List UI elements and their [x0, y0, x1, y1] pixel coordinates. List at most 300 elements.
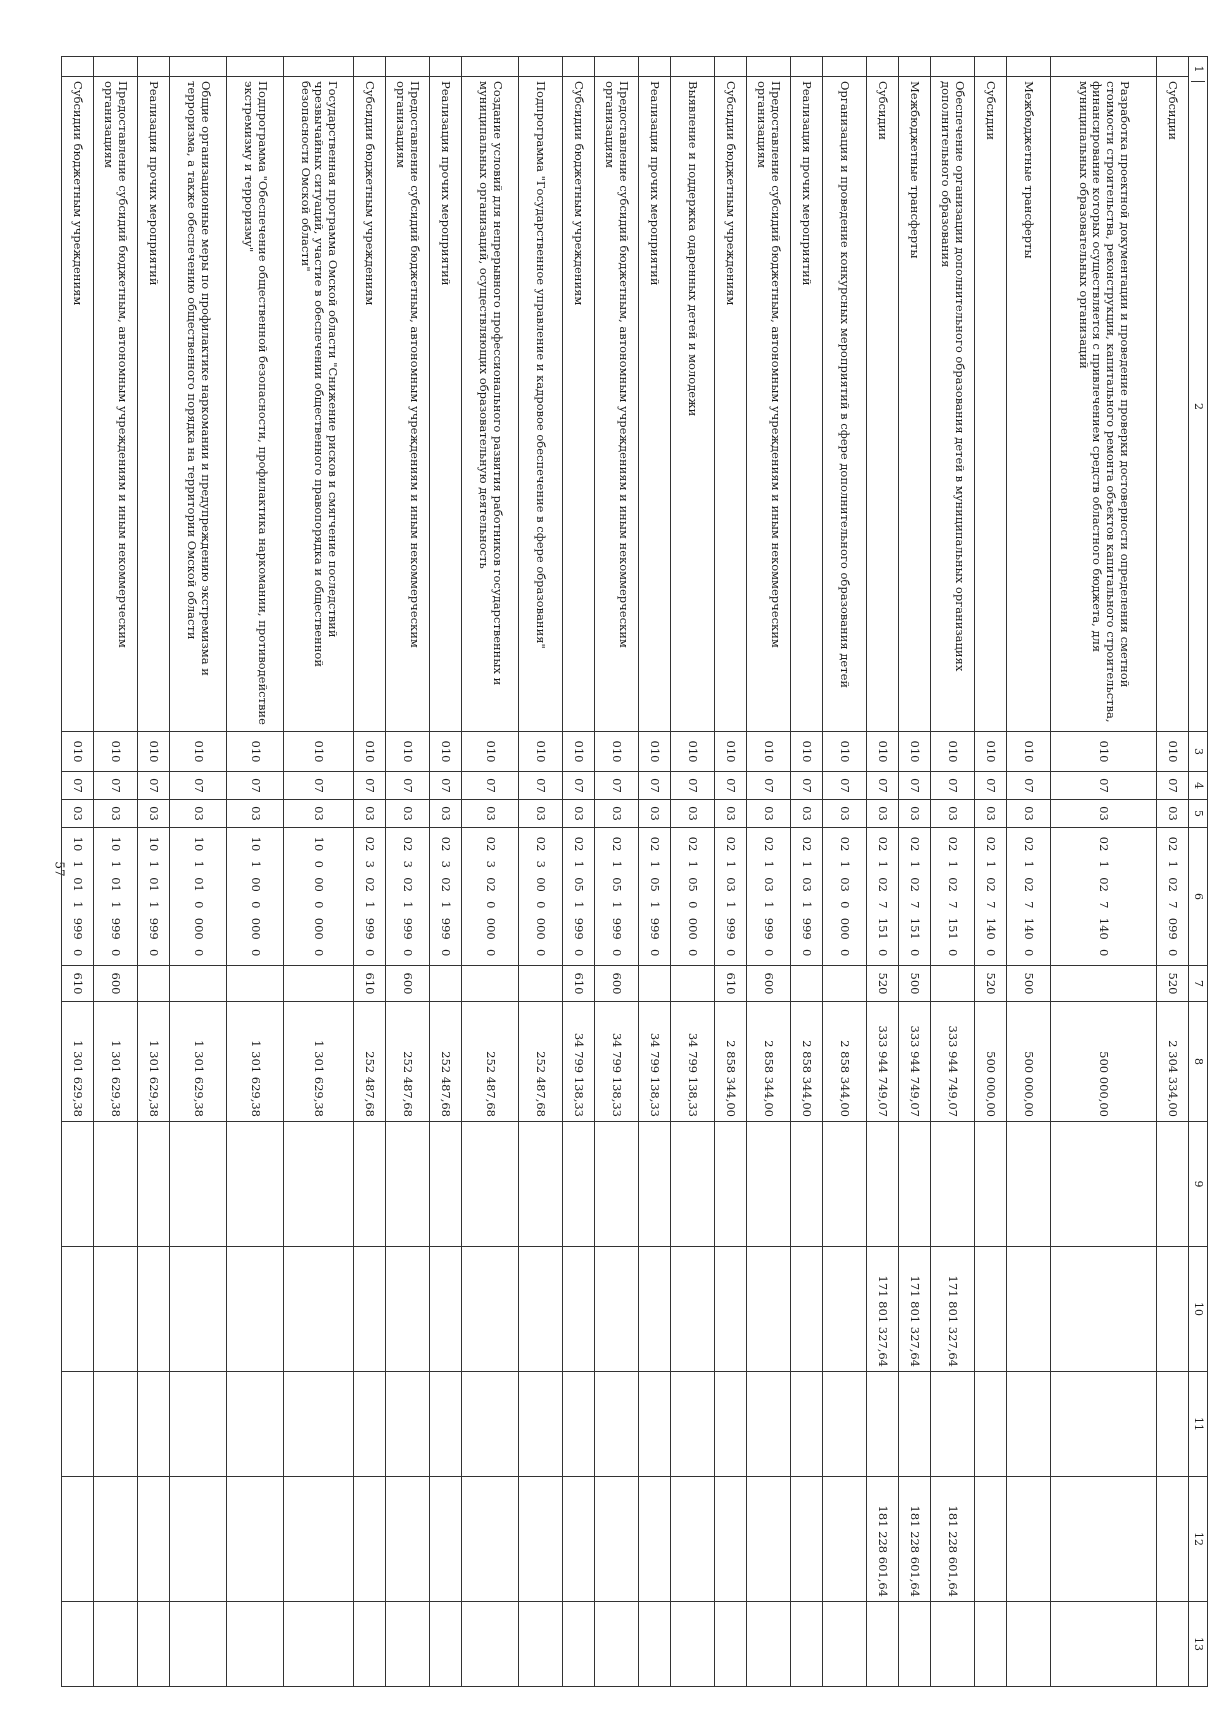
cell-c9 [867, 1122, 899, 1247]
cell-c12 [354, 1477, 386, 1602]
cell-c9 [1157, 1122, 1189, 1247]
cell-c5: 03 [430, 800, 462, 828]
cell-c5: 03 [62, 800, 94, 828]
code-part: 099 [1166, 917, 1181, 940]
cell-c11 [1007, 1372, 1051, 1477]
cell-c10 [1051, 1247, 1157, 1372]
col-header-8: 8 [1189, 1002, 1208, 1122]
cell-c7: 500 [1007, 966, 1051, 1002]
code-part: 0 [686, 949, 701, 957]
cell-c9 [1007, 1122, 1051, 1247]
code-part: 0 [147, 949, 162, 957]
code-part: 02 [946, 877, 961, 892]
cell-col1 [519, 57, 563, 77]
cell-c10 [563, 1247, 595, 1372]
code-part: 999 [610, 917, 625, 940]
cell-c13 [823, 1602, 867, 1687]
cell-c12: 181 228 601,64 [899, 1477, 931, 1602]
code-parts [686, 832, 700, 961]
cell-col1 [671, 57, 715, 77]
cell-c13 [1007, 1602, 1051, 1687]
cell-c4: 07 [138, 772, 170, 800]
code-part: 1 [762, 860, 777, 868]
code-part: 1 [648, 860, 663, 868]
cell-c10 [747, 1247, 791, 1372]
cell-c11 [563, 1372, 595, 1477]
code-part: 151 [876, 917, 891, 940]
code-part: 0 [984, 949, 999, 957]
cell-c13 [227, 1602, 284, 1687]
code-part: 02 [686, 836, 701, 852]
table-row [462, 57, 519, 1687]
cell-c9 [823, 1122, 867, 1247]
code-part: 0 [908, 949, 923, 957]
code-part: 0 [312, 901, 327, 909]
cell-name: Создание условий для непрерывного профессионального развития работников государственных и муниципальных организаций, осуществляющих образовательную деятельность [462, 77, 519, 732]
code-part: 1 [572, 901, 587, 909]
code-part: 7 [876, 901, 891, 909]
cell-name: Межбюджетные трансферты [1007, 77, 1051, 732]
code-part: 02 [1097, 836, 1112, 852]
code-part: 02 [946, 836, 961, 852]
code-part: 000 [686, 917, 701, 940]
code-parts [312, 832, 326, 961]
cell-c12 [1051, 1477, 1157, 1602]
cell-code [563, 828, 595, 966]
cell-c11 [62, 1372, 94, 1477]
code-part: 1 [191, 860, 206, 868]
code-part: 140 [1022, 917, 1037, 940]
cell-c12 [671, 1477, 715, 1602]
code-part: 3 [483, 860, 498, 868]
code-part: 1 [1166, 860, 1181, 868]
cell-c5: 03 [94, 800, 138, 828]
cell-c9 [715, 1122, 747, 1247]
code-part: 0 [534, 949, 549, 957]
cell-c4: 07 [462, 772, 519, 800]
cell-code [519, 828, 563, 966]
code-part: 999 [401, 917, 416, 940]
cell-c12 [715, 1477, 747, 1602]
cell-c10 [138, 1247, 170, 1372]
cell-c4: 07 [1007, 772, 1051, 800]
cell-c8: 500 000,00 [1051, 1002, 1157, 1122]
cell-c3: 010 [94, 732, 138, 772]
cell-code [931, 828, 975, 966]
cell-col1 [975, 57, 1007, 77]
code-part: 1 [363, 901, 378, 909]
cell-code [386, 828, 430, 966]
table-row [715, 57, 747, 1687]
cell-c5: 03 [1007, 800, 1051, 828]
table-row [931, 57, 975, 1687]
cell-c13 [94, 1602, 138, 1687]
cell-c8: 500 000,00 [1007, 1002, 1051, 1122]
cell-c4: 07 [975, 772, 1007, 800]
code-part: 02 [800, 836, 815, 852]
cell-c12 [94, 1477, 138, 1602]
cell-col1 [1051, 57, 1157, 77]
cell-c3: 010 [284, 732, 354, 772]
cell-c12 [462, 1477, 519, 1602]
cell-c10 [170, 1247, 227, 1372]
code-part: 1 [946, 860, 961, 868]
code-part: 02 [648, 836, 663, 852]
code-part: 1 [109, 901, 124, 909]
cell-c10 [595, 1247, 639, 1372]
cell-c4: 07 [1157, 772, 1189, 800]
cell-name: Субсидии бюджетным учреждениям [62, 77, 94, 732]
code-part: 03 [724, 877, 739, 892]
col-header-11: 11 [1189, 1372, 1208, 1477]
code-part: 05 [610, 877, 625, 892]
cell-c13 [170, 1602, 227, 1687]
code-part: 0 [401, 949, 416, 957]
code-part: 140 [1097, 917, 1112, 940]
cell-c7: 610 [563, 966, 595, 1002]
cell-c5: 03 [519, 800, 563, 828]
code-part: 02 [876, 877, 891, 892]
cell-code [462, 828, 519, 966]
cell-c7: 500 [899, 966, 931, 1002]
code-part: 0 [838, 949, 853, 957]
code-part: 02 [1166, 836, 1181, 852]
cell-c12 [227, 1477, 284, 1602]
cell-c12 [170, 1477, 227, 1602]
table-row [823, 57, 867, 1687]
code-part: 02 [483, 877, 498, 892]
cell-c13 [1157, 1602, 1189, 1687]
cell-c13 [354, 1602, 386, 1687]
cell-name: Реализация прочих мероприятий [639, 77, 671, 732]
code-part: 0 [191, 901, 206, 909]
table-row [975, 57, 1007, 1687]
code-part: 0 [838, 901, 853, 909]
code-parts [946, 832, 960, 961]
cell-c3: 010 [867, 732, 899, 772]
cell-code [823, 828, 867, 966]
cell-c11 [671, 1372, 715, 1477]
col-header-7: 7 [1189, 966, 1208, 1002]
code-part: 999 [762, 917, 777, 940]
cell-c11 [354, 1372, 386, 1477]
code-part: 1 [1097, 860, 1112, 868]
cell-c11 [595, 1372, 639, 1477]
cell-c10 [62, 1247, 94, 1372]
table-row [671, 57, 715, 1687]
table-row [386, 57, 430, 1687]
col-header-3: 3 [1189, 732, 1208, 772]
cell-c10 [823, 1247, 867, 1372]
cell-c3: 010 [595, 732, 639, 772]
code-part: 1 [724, 860, 739, 868]
cell-c8: 1 301 629,38 [94, 1002, 138, 1122]
code-part: 0 [876, 949, 891, 957]
cell-c12 [563, 1477, 595, 1602]
cell-c3: 010 [430, 732, 462, 772]
cell-c5: 03 [899, 800, 931, 828]
cell-c5: 03 [1051, 800, 1157, 828]
cell-c7 [639, 966, 671, 1002]
code-part: 1 [762, 901, 777, 909]
cell-c5: 03 [671, 800, 715, 828]
cell-code [1007, 828, 1051, 966]
cell-c3: 010 [170, 732, 227, 772]
cell-c4: 07 [430, 772, 462, 800]
table-row [867, 57, 899, 1687]
cell-c13 [62, 1602, 94, 1687]
cell-c5: 03 [791, 800, 823, 828]
cell-c8: 2 858 344,00 [823, 1002, 867, 1122]
cell-c12 [595, 1477, 639, 1602]
cell-c3: 010 [354, 732, 386, 772]
cell-c9 [170, 1122, 227, 1247]
cell-c4: 07 [62, 772, 94, 800]
code-part: 1 [648, 901, 663, 909]
table-row [595, 57, 639, 1687]
code-part: 0 [483, 949, 498, 957]
cell-c9 [1051, 1122, 1157, 1247]
cell-c9 [791, 1122, 823, 1247]
cell-name: Предоставление субсидий бюджетным, автономным учреждениям и иным некоммерческим организациям [386, 77, 430, 732]
cell-c9 [462, 1122, 519, 1247]
cell-col1 [867, 57, 899, 77]
cell-c9 [430, 1122, 462, 1247]
cell-c3: 010 [975, 732, 1007, 772]
code-parts [191, 832, 205, 961]
code-part: 00 [312, 877, 327, 892]
code-part: 0 [572, 949, 587, 957]
code-part: 10 [71, 836, 86, 852]
code-part: 10 [312, 836, 327, 852]
code-parts [984, 832, 998, 961]
cell-c7: 520 [867, 966, 899, 1002]
cell-c13 [386, 1602, 430, 1687]
cell-c8: 34 799 138,33 [639, 1002, 671, 1122]
cell-c4: 07 [519, 772, 563, 800]
cell-c7 [1051, 966, 1157, 1002]
cell-name: Субсидии [867, 77, 899, 732]
code-part: 02 [876, 836, 891, 852]
cell-c12 [430, 1477, 462, 1602]
cell-c4: 07 [671, 772, 715, 800]
cell-c7 [519, 966, 563, 1002]
code-parts [147, 832, 161, 961]
page-number: 57 [52, 861, 67, 877]
code-parts [363, 832, 377, 961]
cell-c5: 03 [284, 800, 354, 828]
code-part: 02 [724, 836, 739, 852]
cell-c13 [747, 1602, 791, 1687]
code-part: 01 [109, 877, 124, 892]
cell-col1 [170, 57, 227, 77]
cell-c9 [94, 1122, 138, 1247]
cell-c8: 252 487,68 [430, 1002, 462, 1122]
cell-name: Субсидии [1157, 77, 1189, 732]
cell-c3: 010 [1157, 732, 1189, 772]
code-part: 10 [109, 836, 124, 852]
code-part: 02 [908, 877, 923, 892]
cell-c9 [595, 1122, 639, 1247]
cell-c13 [595, 1602, 639, 1687]
table-row [354, 57, 386, 1687]
cell-code [975, 828, 1007, 966]
code-part: 03 [762, 877, 777, 892]
cell-code [62, 828, 94, 966]
cell-col1 [462, 57, 519, 77]
code-part: 02 [610, 836, 625, 852]
cell-c10 [1007, 1247, 1051, 1372]
cell-col1 [931, 57, 975, 77]
cell-c3: 010 [1051, 732, 1157, 772]
code-part: 3 [534, 860, 549, 868]
table-row [1007, 57, 1051, 1687]
code-parts [401, 832, 415, 961]
cell-c11 [931, 1372, 975, 1477]
code-part: 02 [534, 836, 549, 852]
table-body [62, 57, 1208, 1687]
code-parts [648, 832, 662, 961]
cell-c11 [170, 1372, 227, 1477]
cell-c13 [284, 1602, 354, 1687]
cell-c12 [519, 1477, 563, 1602]
code-parts [71, 832, 85, 961]
code-part: 7 [1097, 901, 1112, 909]
code-part: 0 [483, 901, 498, 909]
cell-c4: 07 [386, 772, 430, 800]
cell-c4: 07 [899, 772, 931, 800]
code-part: 03 [838, 877, 853, 892]
cell-c8: 333 944 749,07 [867, 1002, 899, 1122]
cell-c9 [747, 1122, 791, 1247]
cell-name: Подпрограмма "Государственное управление и кадровое обеспечение в сфере образования" [519, 77, 563, 732]
cell-c13 [1051, 1602, 1157, 1687]
cell-code [671, 828, 715, 966]
code-part: 02 [1022, 877, 1037, 892]
code-part: 1 [800, 860, 815, 868]
cell-c5: 03 [867, 800, 899, 828]
cell-c8: 2 858 344,00 [791, 1002, 823, 1122]
cell-c5: 03 [823, 800, 867, 828]
code-part: 10 [191, 836, 206, 852]
cell-c3: 010 [639, 732, 671, 772]
code-parts [1166, 832, 1180, 961]
code-part: 0 [248, 949, 263, 957]
cell-c5: 03 [462, 800, 519, 828]
cell-col1 [1157, 57, 1189, 77]
cell-c11 [975, 1372, 1007, 1477]
code-part: 02 [762, 836, 777, 852]
cell-c12 [975, 1477, 1007, 1602]
cell-name: Реализация прочих мероприятий [430, 77, 462, 732]
cell-c8: 252 487,68 [386, 1002, 430, 1122]
cell-c9 [931, 1122, 975, 1247]
cell-code [639, 828, 671, 966]
code-part: 151 [908, 917, 923, 940]
cell-c5: 03 [138, 800, 170, 828]
code-part: 1 [71, 901, 86, 909]
code-part: 02 [1022, 836, 1037, 852]
cell-c8: 2 304 334,00 [1157, 1002, 1189, 1122]
code-part: 0 [109, 949, 124, 957]
col-header-1: 1 [1191, 57, 1204, 82]
cell-c4: 07 [563, 772, 595, 800]
code-parts [610, 832, 624, 961]
cell-c10 [519, 1247, 563, 1372]
code-part: 000 [312, 917, 327, 940]
cell-name: Субсидии бюджетным учреждениям [563, 77, 595, 732]
col-header-5: 5 [1189, 800, 1208, 828]
code-part: 10 [248, 836, 263, 852]
table-row [899, 57, 931, 1687]
cell-c13 [563, 1602, 595, 1687]
cell-c11 [462, 1372, 519, 1477]
cell-col1 [1007, 57, 1051, 77]
cell-c10: 171 801 327,64 [867, 1247, 899, 1372]
cell-name: Реализация прочих мероприятий [791, 77, 823, 732]
cell-c11 [138, 1372, 170, 1477]
cell-c10 [671, 1247, 715, 1372]
cell-c8: 34 799 138,33 [563, 1002, 595, 1122]
col-header-4: 4 [1189, 772, 1208, 800]
cell-c8: 1 301 629,38 [62, 1002, 94, 1122]
cell-c3: 010 [62, 732, 94, 772]
cell-code [791, 828, 823, 966]
code-part: 05 [686, 877, 701, 892]
cell-code [227, 828, 284, 966]
code-part: 0 [1097, 949, 1112, 957]
cell-code [354, 828, 386, 966]
code-part: 0 [534, 901, 549, 909]
cell-c8: 34 799 138,33 [671, 1002, 715, 1122]
cell-c11 [94, 1372, 138, 1477]
cell-code [430, 828, 462, 966]
cell-c7: 600 [747, 966, 791, 1002]
code-part: 02 [984, 836, 999, 852]
cell-c13 [671, 1602, 715, 1687]
cell-c13 [639, 1602, 671, 1687]
cell-c3: 010 [747, 732, 791, 772]
code-part: 0 [1166, 949, 1181, 957]
cell-c13 [867, 1602, 899, 1687]
cell-c10 [430, 1247, 462, 1372]
cell-c11 [715, 1372, 747, 1477]
cell-c12 [639, 1477, 671, 1602]
cell-c10 [227, 1247, 284, 1372]
cell-c13 [931, 1602, 975, 1687]
table-row [1157, 57, 1189, 1687]
code-parts [248, 832, 262, 961]
table-row [791, 57, 823, 1687]
cell-c8: 252 487,68 [519, 1002, 563, 1122]
code-part: 02 [572, 836, 587, 852]
code-part: 1 [908, 860, 923, 868]
cell-c9 [671, 1122, 715, 1247]
cell-c12 [1007, 1477, 1051, 1602]
code-part: 3 [439, 860, 454, 868]
col-header-13: 13 [1189, 1602, 1208, 1687]
cell-c5: 03 [1157, 800, 1189, 828]
code-part: 0 [71, 949, 86, 957]
cell-c4: 07 [791, 772, 823, 800]
cell-c12 [62, 1477, 94, 1602]
code-part: 02 [401, 877, 416, 892]
cell-c8: 1 301 629,38 [138, 1002, 170, 1122]
cell-code [138, 828, 170, 966]
cell-c4: 07 [94, 772, 138, 800]
code-part: 03 [800, 877, 815, 892]
code-part: 999 [109, 917, 124, 940]
